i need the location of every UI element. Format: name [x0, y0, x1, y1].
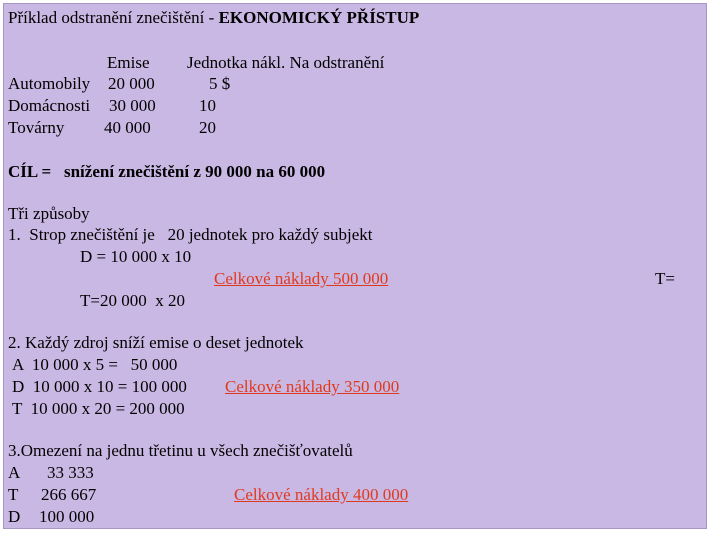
method3-row-key: A — [8, 463, 21, 482]
row-name: Továrny — [8, 118, 65, 137]
goal-label: CÍL = — [8, 162, 52, 181]
method3-total: Celkové náklady 400 000 — [234, 485, 409, 504]
method3-row-value: 33 333 — [47, 463, 94, 482]
title-prefix: Příklad odstranění znečištění - — [8, 8, 219, 27]
row-name: Domácnosti — [8, 96, 91, 115]
method1-total: Celkové náklady 500 000 — [214, 269, 389, 288]
method2-row: A 10 000 x 5 = 50 000 — [12, 355, 178, 374]
method3-row-value: 100 000 — [39, 507, 95, 526]
method2-total: Celkové náklady 350 000 — [225, 377, 400, 396]
method1-line-t: T=20 000 x 20 — [80, 291, 185, 310]
method2-row: T 10 000 x 20 = 200 000 — [12, 399, 185, 418]
row-cost: 5 $ — [209, 74, 231, 93]
row-cost: 20 — [199, 118, 216, 137]
row-emise: 40 000 — [104, 118, 151, 137]
method3-row-key: T — [8, 485, 19, 504]
method1-t-eq: T= — [655, 269, 675, 288]
method1-line-d: D = 10 000 x 10 — [80, 247, 192, 266]
goal — [8, 162, 325, 182]
title-bold: EKONOMICKÝ PŘÍSTUP — [218, 8, 420, 27]
method2-row: D 10 000 x 10 = 100 000 — [12, 377, 187, 396]
row-emise: 30 000 — [109, 96, 156, 115]
method2-title: 2. Každý zdroj sníží emise o deset jednotek — [8, 333, 304, 352]
goal-text: snížení znečištění z 90 000 na 60 000 — [63, 162, 326, 181]
header-cost: Jednotka nákl. Na odstranění — [187, 53, 385, 72]
row-name: Automobily — [8, 74, 91, 93]
slide — [3, 3, 707, 529]
header-emise: Emise — [107, 53, 150, 72]
method3-row-value: 266 667 — [41, 485, 97, 504]
method1-title: 1. Strop znečištění je 20 jednotek pro každý subjekt — [8, 225, 373, 244]
method3-row-key: D — [8, 507, 21, 526]
method3-title: 3.Omezení na jednu třetinu u všech znečišťovatelů — [8, 441, 353, 460]
row-emise: 20 000 — [108, 74, 155, 93]
row-cost: 10 — [199, 96, 216, 115]
slide-title — [8, 8, 419, 28]
methods-heading: Tři způsoby — [8, 204, 90, 223]
